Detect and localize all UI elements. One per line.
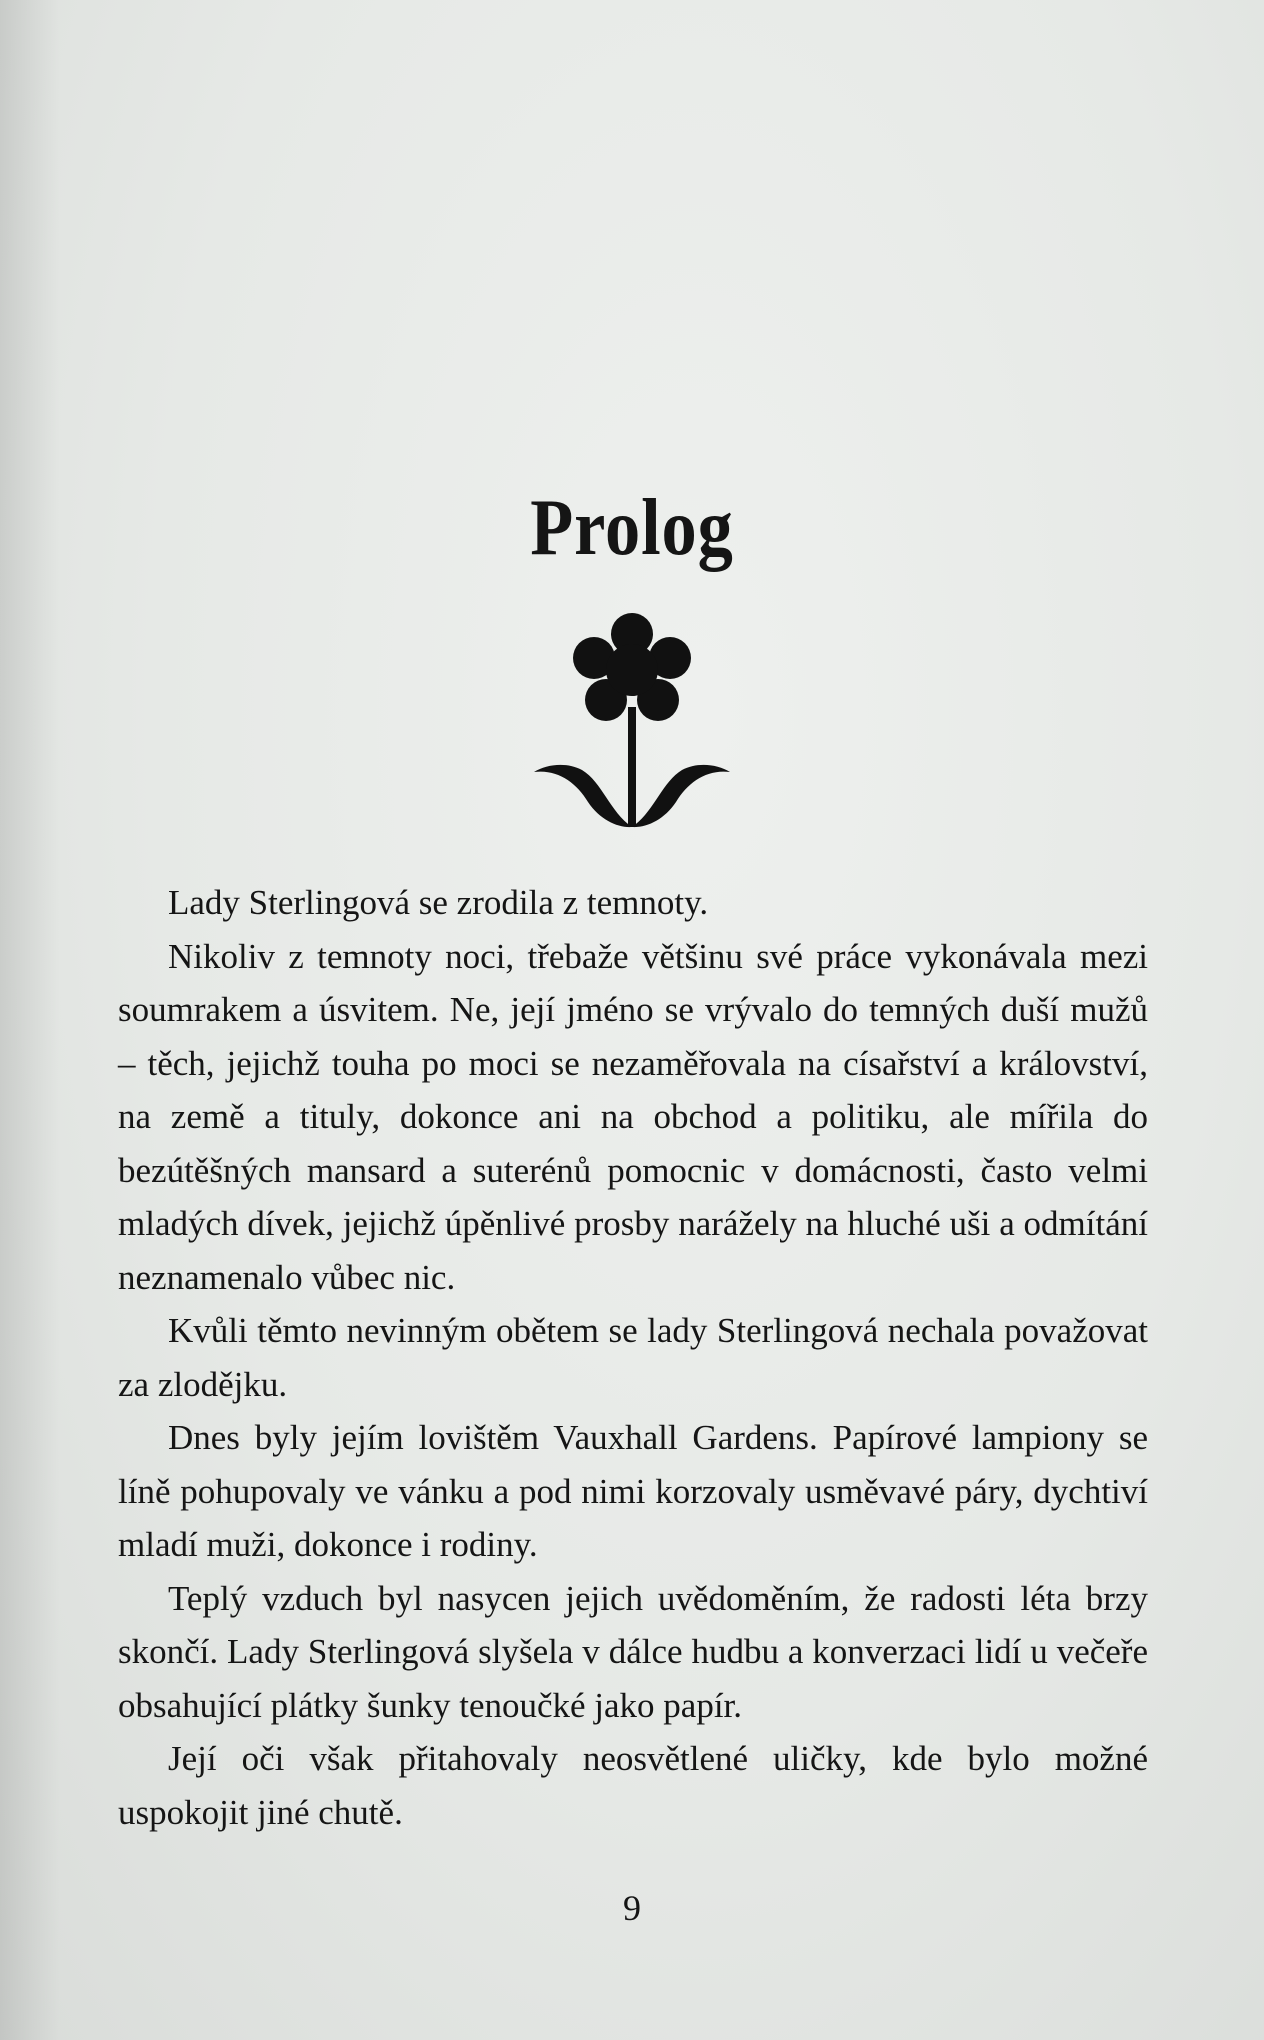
body-text — [118, 876, 1148, 1839]
paragraph: Kvůli těmto nevinným obětem se lady Sterlingová nechala považovat za zlodějku. — [118, 1311, 1148, 1404]
page-number: 9 — [623, 1888, 641, 1928]
paragraph: Její oči však přitahovaly neosvětlené uličky, kde bylo možné uspokojit jiné chutě. — [118, 1739, 1148, 1832]
flower-ornament-icon — [532, 612, 732, 832]
paragraph: Nikoliv z temnoty noci, třebaže většinu své práce vykonávala mezi soumrakem a úsvitem. Ne, její jméno se vrývalo do temných duší mužů – těch, jejichž touha po moci se nezaměřovala na císařství a království, na země a tituly, dokonce ani na obchod a politiku, ale mířila do bezútěšných mansard a suterénů pomocnic v domácnosti, často velmi mladých dívek, jejichž úpěnlivé prosby narážely na hluché uši a odmítání neznamenalo vůbec nic. — [118, 936, 1148, 1297]
chapter-title: Prolog — [530, 484, 734, 572]
paragraph: Teplý vzduch byl nasycen jejich uvědoměním, že radosti léta brzy skončí. Lady Sterlingová slyšela v dálce hudbu a konverzaci lidí u večeře obsahující plátky šunky tenoučké jako papír. — [118, 1578, 1148, 1725]
paragraph: Dnes byly jejím lovištěm Vauxhall Gardens. Papírové lampiony se líně pohupovaly ve vánku a pod nimi korzovaly usměvavé páry, dychtiví mladí muži, dokonce i rodiny. — [118, 1418, 1148, 1564]
paragraph: Lady Sterlingová se zrodila z temnoty. — [168, 883, 709, 922]
